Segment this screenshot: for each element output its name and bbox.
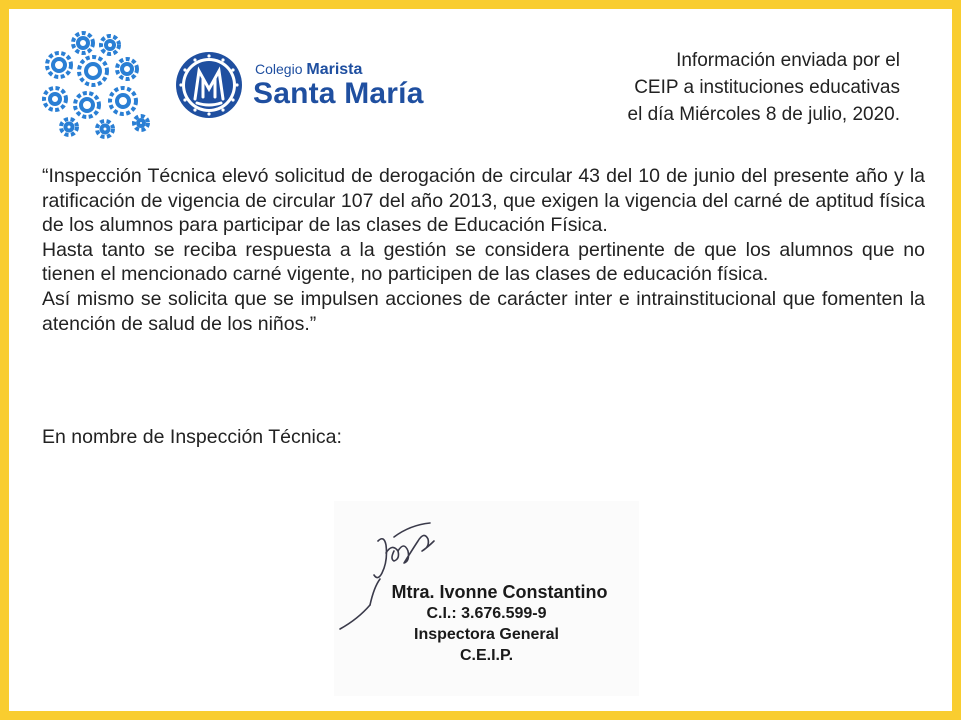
school-logo	[169, 49, 449, 121]
body-paragraph-2: Hasta tanto se reciba respuesta a la gestión se considera pertinente de que los alumnos que no tienen el mencionado carné vigente, no participen de las clases de educación física.	[42, 238, 925, 286]
header-note	[628, 47, 901, 128]
gears-icon	[37, 29, 155, 139]
signature-block	[334, 501, 639, 696]
body-paragraph-3: Así mismo se solicita que se impulsen acciones de carácter inter e intrainstitucional que fomenten la atención de salud de los niños.”	[42, 287, 925, 335]
signature-text	[334, 581, 639, 666]
logo-school-name: Santa María	[253, 77, 424, 110]
header-line-1: Información enviada por el	[676, 50, 900, 71]
body-paragraph-1: “Inspección Técnica elevó solicitud de derogación de circular 43 del 10 de junio del presente año y la ratificación de vigencia de circular 107 del año 2013, que exigen la vigencia del carné de aptitud física de los alumnos para participar de las clases de Educación Física.	[42, 165, 925, 237]
marist-emblem-icon	[173, 49, 245, 121]
signer-ci: C.I.: 3.676.599-9	[426, 605, 547, 622]
logo-subtitle: Colegio Marista	[255, 61, 363, 78]
signer-name: Mtra. Ivonne Constantino	[391, 582, 608, 602]
header-line-3: el día Miércoles 8 de julio, 2020.	[627, 104, 900, 125]
letter-body	[42, 164, 925, 336]
signer-role: Inspectora General	[414, 626, 559, 643]
closing-line: En nombre de Inspección Técnica:	[42, 426, 342, 448]
signer-org: C.E.I.P.	[459, 647, 514, 664]
header-line-2: CEIP a instituciones educativas	[634, 77, 900, 98]
